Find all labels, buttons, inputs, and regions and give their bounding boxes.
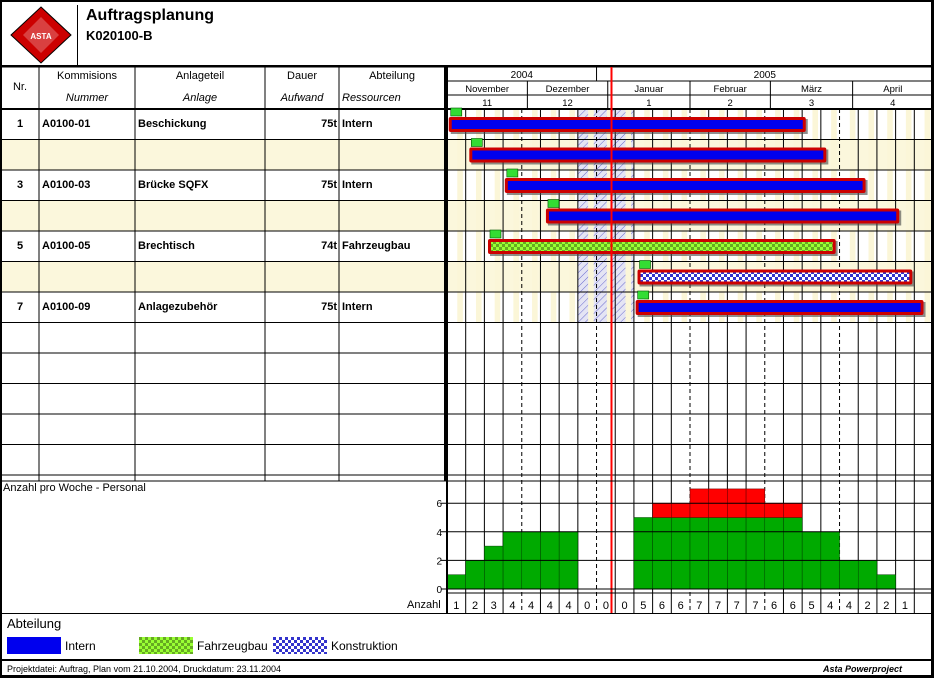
- weekend-stripe: [532, 109, 538, 323]
- histogram-bar-green: [466, 560, 485, 589]
- histogram-count: 6: [789, 600, 796, 612]
- milestone-flag-icon: [451, 108, 462, 116]
- row-nummer: A0100-01: [42, 118, 91, 130]
- histogram-bar-green: [690, 518, 709, 590]
- row-dauer: 75t: [321, 301, 337, 313]
- histogram-row-label: Anzahl: [407, 599, 441, 611]
- row-abteilung: Intern: [342, 179, 373, 191]
- milestone-flag-icon: [507, 169, 518, 177]
- legend-swatch-intern: [7, 637, 61, 654]
- histogram-bar-green: [840, 560, 859, 589]
- month-number: 4: [890, 98, 896, 109]
- milestone-flag-icon: [640, 261, 651, 269]
- row-abteilung: Intern: [342, 301, 373, 313]
- legend-swatch-fahrzeugbau: [139, 637, 193, 654]
- row-dauer: 75t: [321, 179, 337, 191]
- row-nr: 3: [16, 179, 24, 191]
- histogram-count: 2: [471, 600, 479, 612]
- milestone-flag-icon: [638, 291, 649, 299]
- histogram-tick-label: 0: [436, 585, 442, 596]
- milestone-flag-icon: [490, 230, 501, 238]
- histogram-count: 1: [453, 600, 460, 612]
- month-number: 3: [808, 98, 815, 109]
- col-header-abteilung: Abteilung: [369, 70, 415, 82]
- task-bar-A0100-09: [639, 303, 921, 312]
- col-header-dauer: Dauer: [287, 70, 317, 82]
- histogram-bar-green: [877, 575, 896, 589]
- row-nummer: A0100-05: [42, 240, 91, 252]
- histogram-bar-green: [746, 518, 765, 590]
- histogram-count: 7: [752, 600, 759, 612]
- histogram-count: 4: [565, 600, 572, 612]
- weekend-stripe: [925, 109, 931, 323]
- histogram-count: 0: [621, 600, 628, 612]
- month-label: Dezember: [545, 84, 590, 95]
- histogram-bar-green: [653, 518, 672, 590]
- month-number: 12: [562, 98, 573, 109]
- month-number: 2: [727, 98, 733, 109]
- weekend-stripe: [513, 109, 519, 323]
- task-bar-A0100-05: [491, 242, 833, 251]
- histogram-count: 6: [771, 600, 778, 612]
- row-nummer: A0100-09: [42, 301, 91, 313]
- col-header-ressourcen: Ressourcen: [342, 92, 401, 104]
- month-label: November: [465, 84, 510, 95]
- task-bar-A0100-03: [508, 181, 863, 190]
- month-label: März: [800, 84, 823, 95]
- histogram-count: 3: [490, 600, 497, 612]
- row-dauer: 75t: [321, 118, 337, 130]
- col-header-kommisions: Kommisions: [57, 70, 117, 82]
- task-bar-A0100-02: [472, 151, 823, 160]
- histogram-count: 6: [677, 600, 684, 612]
- month-number: 11: [482, 98, 493, 109]
- row-anlage: Anlagezubehör: [138, 301, 218, 313]
- gantt-chart: [1, 1, 932, 676]
- histogram-count: 5: [640, 600, 647, 612]
- month-label: April: [883, 84, 903, 95]
- histogram-count: 4: [528, 600, 535, 612]
- legend-label-konstruktion: Konstruktion: [331, 639, 398, 653]
- row-dauer: 74t: [321, 240, 337, 252]
- histogram-tick-label: 6: [436, 499, 442, 511]
- task-bar-A0100-04: [549, 212, 896, 221]
- row-nr: 1: [16, 118, 24, 130]
- year-label: 2005: [753, 70, 776, 81]
- legend-divider: [1, 613, 932, 614]
- row-anlage: Beschickung: [138, 118, 207, 130]
- histogram-bar-green: [671, 518, 690, 590]
- footer-left: Projektdatei: Auftrag, Plan vom 21.10.2004, Druckdatum: 23.11.2004: [7, 664, 282, 674]
- histogram-count: 4: [546, 600, 553, 612]
- weekend-stripe: [906, 109, 912, 323]
- row-nr: 5: [16, 240, 24, 252]
- histogram-count: 2: [883, 600, 890, 612]
- histogram-bar-green: [634, 518, 653, 590]
- row-nummer: A0100-03: [42, 179, 91, 191]
- histogram-bar-red: [783, 503, 802, 517]
- legend-label-intern: Intern: [65, 639, 96, 653]
- histogram-count: 7: [696, 600, 703, 612]
- histogram-count: 5: [808, 600, 815, 612]
- month-number: 1: [646, 98, 652, 109]
- weekend-stripe: [495, 109, 501, 323]
- page-subtitle: K020100-B: [86, 28, 153, 43]
- histogram-bar-green: [783, 518, 802, 590]
- histogram-bar-green: [858, 560, 877, 589]
- row-anlage: Brechtisch: [138, 240, 195, 252]
- histogram-bar-red: [765, 503, 784, 517]
- histogram-count: 4: [827, 600, 834, 612]
- milestone-flag-icon: [471, 139, 482, 147]
- weekend-stripe: [457, 109, 463, 323]
- histogram-bar-green: [765, 518, 784, 590]
- histogram-bar-red: [653, 503, 672, 517]
- month-label: Januar: [634, 84, 664, 95]
- col-header-nr: Nr.: [12, 81, 28, 93]
- col-header-aufwand: Aufwand: [280, 92, 324, 104]
- row-abteilung: Fahrzeugbau: [342, 240, 411, 252]
- milestone-flag-icon: [548, 200, 559, 208]
- logo-text: ASTA: [30, 32, 52, 41]
- histogram-count: 0: [602, 600, 609, 612]
- histogram-count: 2: [864, 600, 871, 612]
- histogram-count: 4: [509, 600, 516, 612]
- row-nr: 7: [16, 301, 24, 313]
- page-title: Auftragsplanung: [86, 7, 214, 24]
- histogram-title: Anzahl pro Woche - Personal: [3, 482, 146, 494]
- task-bar-A0100-01: [452, 120, 803, 129]
- histogram-count: 6: [658, 600, 666, 612]
- histogram-count: 1: [901, 600, 909, 612]
- legend-swatch-konstruktion: [273, 637, 327, 654]
- histogram-bar-red: [671, 503, 690, 517]
- year-label: 2004: [510, 70, 533, 81]
- footer-right: Asta Powerproject: [823, 664, 903, 674]
- histogram-tick-label: 4: [436, 527, 442, 539]
- col-header-anlage: Anlage: [182, 92, 218, 104]
- col-header-nummer: Nummer: [65, 92, 109, 104]
- histogram-count: 7: [733, 600, 740, 612]
- task-bar-A0100-06: [641, 273, 910, 282]
- legend-label-fahrzeugbau: Fahrzeugbau: [197, 639, 268, 653]
- histogram-bar-green: [727, 518, 746, 590]
- histogram-count: 0: [584, 600, 591, 612]
- histogram-count: 4: [845, 600, 852, 612]
- histogram-bar-green: [447, 575, 466, 589]
- month-label: Februar: [713, 84, 747, 95]
- row-anlage: Brücke SQFX: [138, 179, 209, 191]
- row-abteilung: Intern: [342, 118, 373, 130]
- histogram-tick-label: 2: [436, 556, 442, 568]
- histogram-bar-green: [709, 518, 728, 590]
- col-header-anlageteil: Anlageteil: [175, 70, 225, 82]
- histogram-count: 7: [714, 600, 722, 612]
- legend-title: Abteilung: [7, 616, 62, 631]
- footer-divider: [1, 659, 932, 661]
- histogram-bar-green: [484, 546, 503, 589]
